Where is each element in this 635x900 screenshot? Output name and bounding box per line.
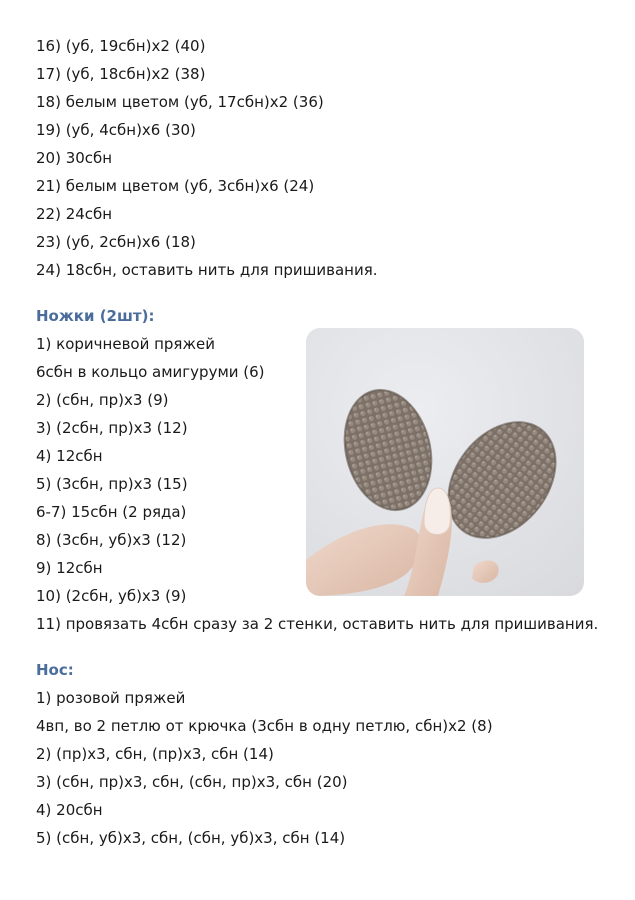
legs-photo	[306, 328, 584, 596]
legs-row-10: 10) (2сбн, уб)х3 (9)	[36, 587, 187, 605]
nose-row-3: 3) (сбн, пр)х3, сбн, (сбн, пр)х3, сбн (20)	[36, 773, 348, 791]
row-17: 17) (уб, 18сбн)х2 (38)	[36, 65, 206, 83]
nose-heading: Нос:	[36, 661, 74, 679]
nose-row-1: 1) розовой пряжей	[36, 689, 186, 707]
row-24: 24) 18сбн, оставить нить для пришивания.	[36, 261, 378, 279]
row-20: 20) 30сбн	[36, 149, 113, 167]
nose-row-2: 2) (пр)х3, сбн, (пр)х3, сбн (14)	[36, 745, 274, 763]
legs-row-8: 8) (3сбн, уб)х3 (12)	[36, 531, 187, 549]
row-18: 18) белым цветом (уб, 17сбн)х2 (36)	[36, 93, 324, 111]
row-16: 16) (уб, 19сбн)х2 (40)	[36, 37, 206, 55]
legs-row-magic-ring: 6сбн в кольцо амигуруми (6)	[36, 363, 265, 381]
nose-row-chain: 4вп, во 2 петлю от крючка (3сбн в одну петлю, сбн)х2 (8)	[36, 717, 493, 735]
legs-row-3: 3) (2сбн, пр)х3 (12)	[36, 419, 188, 437]
legs-row-9: 9) 12сбн	[36, 559, 103, 577]
legs-row-5: 5) (3сбн, пр)х3 (15)	[36, 475, 188, 493]
row-21: 21) белым цветом (уб, 3сбн)х6 (24)	[36, 177, 315, 195]
legs-row-1: 1) коричневой пряжей	[36, 335, 215, 353]
nose-row-5: 5) (сбн, уб)х3, сбн, (сбн, уб)х3, сбн (14)	[36, 829, 346, 847]
legs-row-4: 4) 12сбн	[36, 447, 103, 465]
row-22: 22) 24сбн	[36, 205, 113, 223]
nose-row-4: 4) 20сбн	[36, 801, 103, 819]
legs-row-11: 11) провязать 4сбн сразу за 2 стенки, оставить нить для пришивания.	[36, 615, 599, 633]
legs-heading: Ножки (2шт):	[36, 307, 155, 325]
legs-row-6-7: 6-7) 15сбн (2 ряда)	[36, 503, 187, 521]
row-23: 23) (уб, 2сбн)х6 (18)	[36, 233, 196, 251]
row-19: 19) (уб, 4сбн)х6 (30)	[36, 121, 196, 139]
legs-row-2: 2) (сбн, пр)х3 (9)	[36, 391, 169, 409]
